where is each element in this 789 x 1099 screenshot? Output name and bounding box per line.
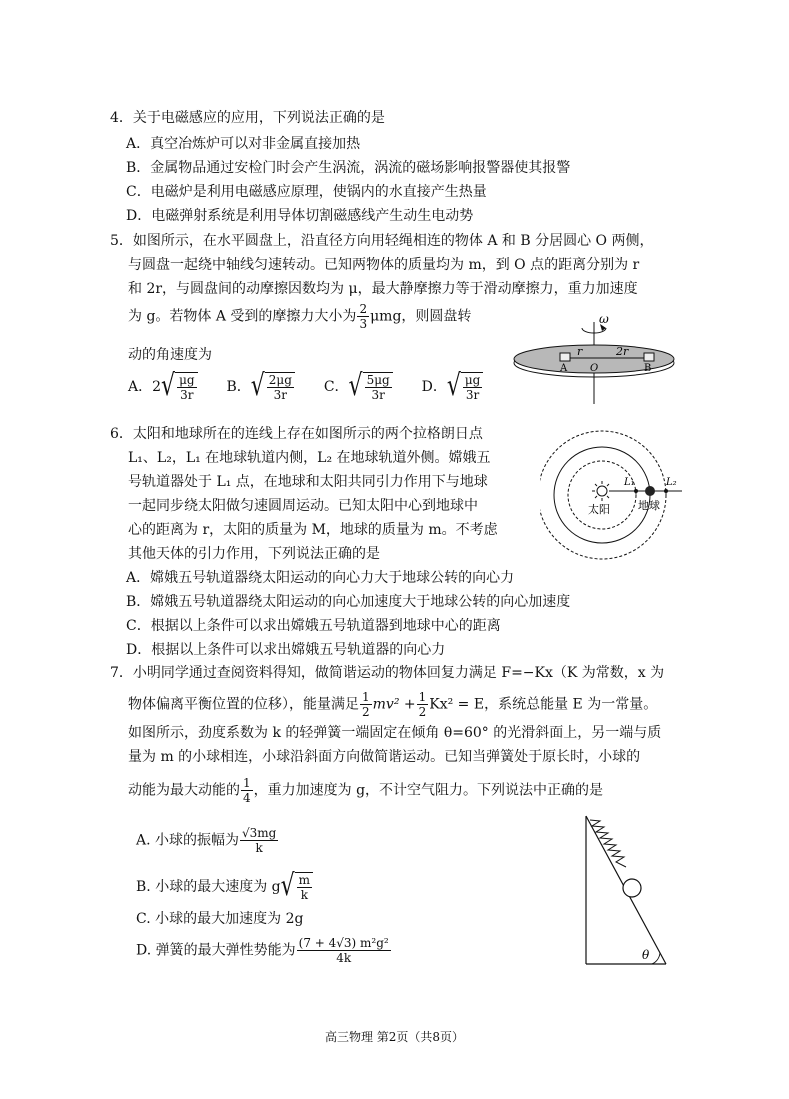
l2-label: L₂	[666, 477, 677, 488]
q7-line5-post: ，重力加速度为 g，不计空气阻力。下列说法中正确的是	[253, 782, 604, 799]
q5-c-frac	[365, 373, 392, 402]
rotating-disc-figure	[510, 310, 686, 410]
q6-line6: 其他天体的引力作用，下列说法正确的是	[128, 546, 380, 562]
q6-line2: L₁、L₂，L₁ 在地球轨道内侧，L₂ 在地球轨道外侧。嫦娥五	[128, 450, 491, 466]
q7-option-a	[136, 826, 279, 855]
block-b	[644, 353, 654, 361]
q7-frac3	[241, 776, 253, 805]
q7-opt-d-frac	[297, 936, 391, 965]
l1-label: L₁	[624, 477, 635, 488]
sqrt-icon: √ $\frac{m}{k}$	[281, 872, 313, 902]
q7-opt-a-den: k	[255, 841, 263, 855]
sqrt-icon: √ $\frac{\mu g}{3r}$	[161, 372, 198, 402]
2r-label: 2r	[616, 345, 629, 358]
q7-line2-post: Kx² = E，系统总能量 E 为一常量。	[429, 696, 658, 713]
q4-option-c: C．电磁炉是利用电磁感应原理，使锅内的水直接产生热量	[126, 184, 487, 200]
q5-line5: 动的角速度为	[128, 347, 212, 363]
q7-line2-mid: mv² +	[372, 696, 416, 713]
incline-spring-figure	[580, 812, 670, 968]
q5-fraction	[357, 302, 369, 331]
q5-option-a	[128, 369, 198, 404]
q7-line3: 如图所示，劲度系数为 k 的轻弹簧一端固定在倾角 θ=60° 的光滑斜面上，另一端与质	[128, 725, 662, 741]
q7-opt-b-den: k	[300, 888, 308, 902]
theta-label: θ	[642, 948, 650, 962]
q7-line5	[128, 776, 603, 805]
q7-opt-b-text: B. 小球的最大速度为 g	[136, 879, 281, 895]
q7-option-b	[136, 869, 313, 904]
q5-line4-pre: 为 g。若物体 A 受到的摩擦力大小为	[128, 308, 357, 325]
q5-b-frac	[267, 373, 294, 402]
sqrt-icon: √ $\frac{5\mu g}{3r}$	[349, 372, 393, 402]
q5-frac-num: 2	[359, 302, 368, 316]
a-label: A	[560, 363, 568, 374]
q7-opt-b-num: m	[298, 873, 311, 887]
q5-frac-den: 3	[359, 317, 368, 331]
q7-frac2	[417, 690, 429, 719]
q7-frac3-den: 4	[243, 791, 251, 805]
sun-icon	[592, 481, 612, 501]
q7-frac1	[360, 690, 372, 719]
q7-opt-b-frac	[297, 873, 312, 902]
sqrt-icon: √ $\frac{2\mu g}{3r}$	[251, 372, 295, 402]
q5-a-frac	[177, 373, 196, 402]
ball-icon	[623, 879, 641, 897]
q5-d-frac	[463, 373, 482, 402]
page-footer: 高三物理 第2页（共8页）	[324, 1030, 465, 1044]
earth-label: 地球	[638, 499, 660, 512]
q6-line4: 一起同步绕太阳做匀速圆周运动。已知太阳中心到地球中	[128, 498, 478, 514]
q7-opt-a-text: A. 小球的振幅为	[136, 832, 240, 849]
q6-line1: 6．太阳和地球所在的连线上存在如图所示的两个拉格朗日点	[110, 426, 483, 442]
q5-a-num: μg	[179, 373, 195, 387]
q5-option-b	[226, 369, 294, 404]
b-label: B	[644, 363, 652, 374]
q4-option-d: D．电磁弹射系统是利用导体切割磁感线产生动生电动势	[126, 208, 474, 224]
r-label: r	[577, 345, 583, 358]
q7-opt-d-num: (7 + 4√3) m²g²	[298, 936, 389, 950]
q4-option-a: A．真空冶炼炉可以对非金属直接加热	[126, 136, 361, 152]
q7-line4: 量为 m 的小球相连，小球沿斜面方向做简谐运动。已知当弹簧处于原长时，小球的	[128, 749, 641, 765]
q5-b-num: 2μg	[268, 373, 292, 387]
q5-opt-a-label: A．2	[128, 379, 162, 395]
q5-b-den: 3r	[273, 388, 288, 402]
q6-option-a: A．嫦娥五号轨道器绕太阳运动的向心力大于地球公转的向心力	[126, 570, 515, 586]
q7-opt-d-text: D. 弹簧的最大弹性势能为	[136, 942, 296, 959]
q7-option-d	[136, 936, 392, 965]
q5-line2: 与圆盘一起绕中轴线匀速转动。已知两物体的质量均为 m，到 O 点的距离分别为 r	[128, 257, 640, 273]
q5-line1: 5．如图所示，在水平圆盘上，沿直径方向用轻绳相连的物体 A 和 B 分居圆心 O 两侧，	[110, 233, 654, 249]
q7-line2-pre: 物体偏离平衡位置的位移），能量满足	[128, 696, 359, 713]
sun-label: 太阳	[588, 503, 610, 516]
q7-frac1-den: 2	[362, 705, 370, 719]
q4-stem: 4．关于电磁感应的应用，下列说法正确的是	[110, 110, 385, 126]
q6-option-b: B．嫦娥五号轨道器绕太阳运动的向心加速度大于地球公转的向心加速度	[126, 594, 571, 610]
q5-a-den: 3r	[180, 388, 194, 402]
q6-option-d: D．根据以上条件可以求出嫦娥五号轨道器的向心力	[126, 642, 446, 658]
q7-opt-d-den: 4k	[336, 951, 352, 965]
q4-option-b: B．金属物品通过安检门时会产生涡流，涡流的磁场影响报警器使其报警	[126, 160, 571, 176]
q7-option-c: C. 小球的最大加速度为 2g	[136, 911, 304, 927]
block-a	[560, 353, 570, 361]
q5-opt-b-label: B．	[226, 379, 251, 395]
q7-frac3-num: 1	[243, 776, 251, 790]
q5-d-den: 3r	[465, 388, 480, 402]
q5-line3: 和 2r，与圆盘间的动摩擦因数均为 μ，最大静摩擦力等于滑动摩擦力，重力加速度	[128, 281, 638, 297]
q7-line2	[128, 690, 657, 719]
l1-point	[634, 489, 638, 493]
q7-frac2-den: 2	[418, 705, 427, 719]
q7-opt-a-frac	[240, 826, 278, 855]
earth-icon	[645, 486, 655, 496]
q6-line3: 号轨道器处于 L₁ 点，在地球和太阳共同引力作用下与地球	[128, 474, 488, 490]
q7-frac1-num: 1	[362, 690, 370, 704]
q7-line5-pre: 动能为最大动能的	[128, 782, 240, 799]
q5-d-num: μg	[464, 373, 481, 387]
q5-options	[128, 369, 483, 404]
q5-line4-post: μmg，则圆盘转	[370, 308, 472, 325]
q5-c-num: 5μg	[366, 373, 390, 387]
q7-line1: 7．小明同学通过查阅资料得知，做简谐运动的物体回复力满足 F=−Kx（K 为常数，x 为	[110, 665, 665, 681]
o-label: O	[590, 363, 599, 374]
q5-line4	[128, 302, 471, 331]
omega-label: ω	[599, 312, 609, 326]
q5-option-d	[421, 369, 484, 404]
sqrt-icon: √ $\frac{\mu g}{3r}$	[447, 372, 484, 402]
q5-opt-d-label: D．	[421, 379, 447, 395]
spring-icon	[590, 820, 626, 867]
q5-c-den: 3r	[371, 388, 385, 402]
q7-frac2-num: 1	[418, 690, 427, 704]
q6-option-c: C．根据以上条件可以求出嫦娥五号轨道器到地球中心的距离	[126, 618, 501, 634]
q7-opt-a-num: √3mg	[242, 826, 277, 840]
l2-point	[664, 489, 668, 493]
q5-option-c	[323, 369, 393, 404]
q6-line5: 心的距离为 r，太阳的质量为 M，地球的质量为 m。不考虑	[128, 522, 498, 538]
q5-opt-c-label: C．	[323, 379, 349, 395]
lagrange-orbit-figure	[540, 425, 690, 565]
